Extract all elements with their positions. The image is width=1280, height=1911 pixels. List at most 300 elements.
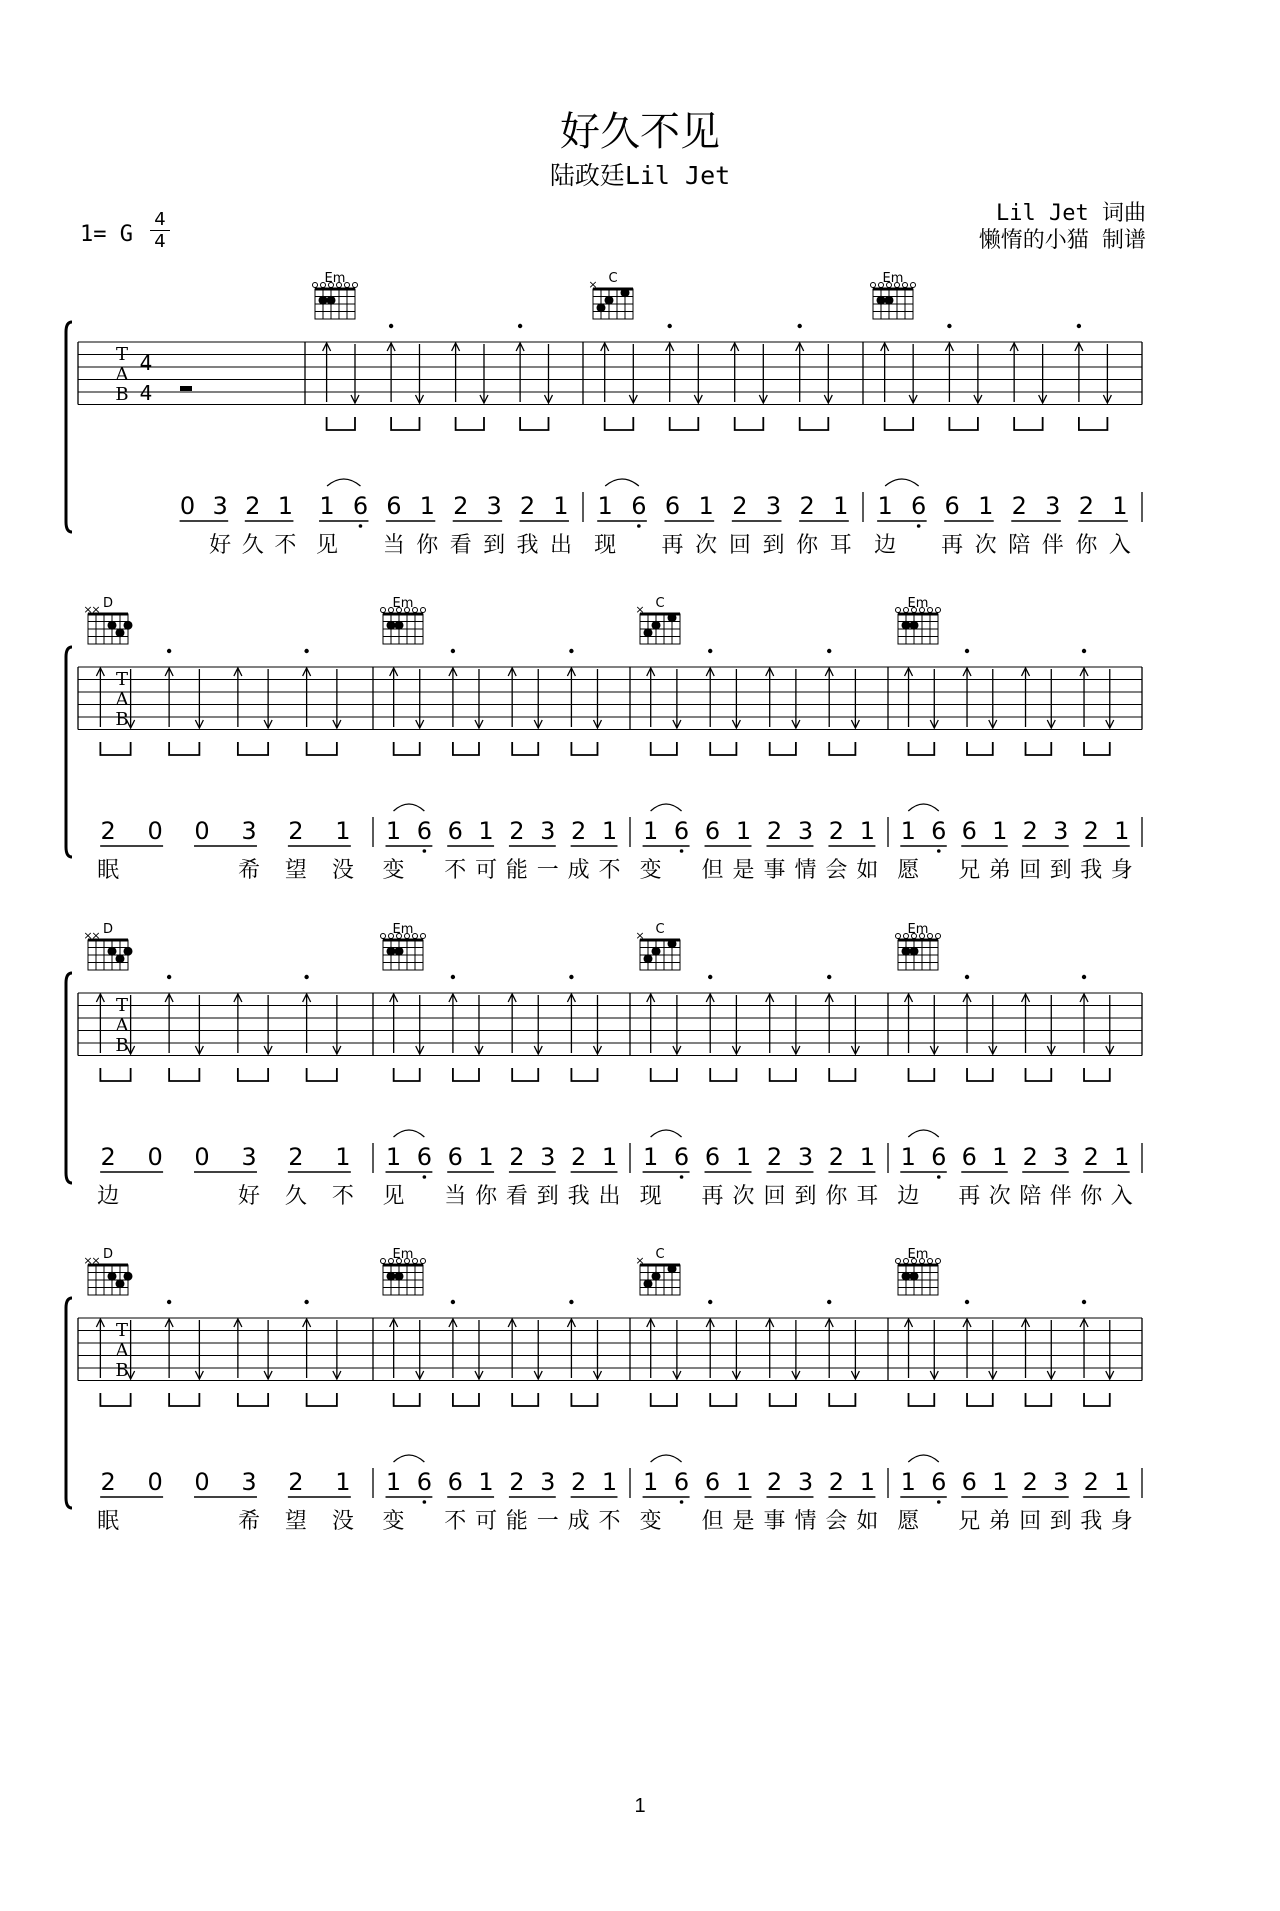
lyric-char: 但 bbox=[701, 1509, 724, 1534]
rhythm-bracket bbox=[327, 417, 355, 430]
chord-finger-dot bbox=[605, 296, 614, 305]
tab-clef-letter: A bbox=[115, 689, 129, 710]
chord-name-label: D bbox=[102, 922, 114, 937]
jianpu-note: 6 bbox=[664, 492, 681, 520]
chord-open-string-mark bbox=[936, 1259, 941, 1264]
rhythm-bracket bbox=[967, 1068, 993, 1081]
rhythm-bracket bbox=[512, 1068, 538, 1081]
lyric-char: 回 bbox=[1019, 858, 1042, 883]
chord-finger-dot bbox=[877, 296, 886, 305]
low-octave-dot bbox=[423, 849, 427, 853]
chord-open-string-mark bbox=[381, 934, 386, 939]
jianpu-note: 2 bbox=[100, 817, 116, 845]
accent-dot bbox=[965, 975, 969, 979]
jianpu-note: 6 bbox=[931, 817, 947, 845]
lyric-char: 你 bbox=[1080, 1184, 1103, 1209]
chord-name-label: Em bbox=[882, 271, 904, 286]
chord-open-string-mark bbox=[353, 283, 358, 288]
lyric-char: 好 bbox=[237, 1184, 260, 1209]
low-octave-dot bbox=[680, 849, 684, 853]
lyric-char: 不 bbox=[444, 1509, 467, 1534]
jianpu-note: 1 bbox=[597, 492, 613, 520]
lyric-char: 一 bbox=[536, 858, 559, 883]
chord-name-label: C bbox=[655, 1247, 665, 1262]
rhythm-bracket bbox=[1084, 1393, 1110, 1406]
jianpu-note: 0 bbox=[194, 817, 210, 845]
tie-arc bbox=[394, 804, 425, 811]
tab-time-bottom: 4 bbox=[139, 381, 153, 405]
accent-dot bbox=[167, 649, 171, 653]
rhythm-bracket bbox=[307, 1393, 337, 1406]
rhythm-bracket bbox=[238, 1068, 268, 1081]
lyric-char: 见 bbox=[316, 533, 339, 558]
jianpu-note: 2 bbox=[1083, 1468, 1099, 1496]
chord-finger-dot bbox=[108, 621, 117, 630]
rhythm-bracket bbox=[1014, 417, 1042, 430]
rhythm-bracket bbox=[909, 742, 935, 755]
jianpu-note: 6 bbox=[704, 817, 721, 845]
lyric-char: 当 bbox=[444, 1184, 467, 1209]
rhythm-bracket bbox=[909, 1393, 935, 1406]
lyric-char: 伴 bbox=[1041, 533, 1064, 558]
jianpu-note: 6 bbox=[961, 1143, 977, 1171]
rhythm-bracket bbox=[651, 1068, 677, 1081]
lyric-char: 希 bbox=[237, 858, 260, 883]
tab-clef-letter: T bbox=[115, 1320, 129, 1341]
lyric-char: 好 bbox=[209, 533, 232, 558]
chord-finger-dot bbox=[387, 621, 396, 630]
lyric-char: 事 bbox=[763, 858, 786, 883]
lyric-char: 弟 bbox=[988, 1509, 1011, 1534]
rhythm-bracket bbox=[829, 742, 855, 755]
accent-dot bbox=[708, 975, 712, 979]
accent-dot bbox=[827, 649, 831, 653]
tab-clef-letter: B bbox=[115, 384, 129, 405]
chord-finger-dot bbox=[621, 288, 630, 297]
rhythm-bracket bbox=[394, 1393, 420, 1406]
lyric-char: 身 bbox=[1110, 858, 1133, 883]
jianpu-note: 1 bbox=[978, 492, 994, 520]
jianpu-note: 1 bbox=[335, 1468, 351, 1496]
jianpu-note: 2 bbox=[245, 492, 261, 520]
lyric-char: 望 bbox=[284, 1509, 307, 1534]
chord-finger-dot bbox=[387, 1272, 396, 1281]
jianpu-note: 2 bbox=[570, 1468, 587, 1496]
lyric-char: 能 bbox=[505, 858, 528, 883]
rhythm-bracket bbox=[520, 417, 548, 430]
chord-name-label: Em bbox=[392, 596, 414, 611]
jianpu-note: 2 bbox=[100, 1143, 116, 1171]
tab-time-top: 4 bbox=[139, 351, 153, 375]
tie-arc bbox=[394, 1455, 425, 1462]
jianpu-note: 6 bbox=[673, 1468, 690, 1496]
page-number: 1 bbox=[634, 1795, 646, 1817]
rhythm-bracket bbox=[770, 1068, 796, 1081]
jianpu-note: 6 bbox=[447, 817, 463, 845]
chord-muted-string-mark: × bbox=[635, 1254, 645, 1267]
accent-dot bbox=[569, 1300, 573, 1304]
lyric-char: 边 bbox=[897, 1184, 920, 1209]
chord-finger-dot bbox=[668, 613, 677, 622]
lyric-char: 到 bbox=[1049, 858, 1072, 883]
chord-finger-dot bbox=[116, 1279, 125, 1288]
jianpu-note: 6 bbox=[961, 817, 977, 845]
accent-dot bbox=[708, 649, 712, 653]
lyric-char: 入 bbox=[1108, 533, 1131, 558]
lyric-char: 再 bbox=[958, 1184, 981, 1209]
chord-open-string-mark bbox=[896, 608, 901, 613]
tab-clef-letter: B bbox=[115, 1360, 129, 1381]
rhythm-bracket bbox=[885, 417, 913, 430]
chord-muted-string-mark: × bbox=[91, 603, 101, 616]
lyric-char: 入 bbox=[1110, 1184, 1133, 1209]
chord-finger-dot bbox=[910, 947, 919, 956]
low-octave-dot bbox=[937, 1500, 941, 1504]
lyric-char: 一 bbox=[536, 1509, 559, 1534]
jianpu-note: 2 bbox=[570, 817, 587, 845]
rhythm-bracket bbox=[1084, 742, 1110, 755]
jianpu-note: 1 bbox=[1114, 1143, 1130, 1171]
accent-dot bbox=[569, 649, 573, 653]
lyric-char: 到 bbox=[794, 1184, 817, 1209]
low-octave-dot bbox=[680, 1175, 684, 1179]
accent-dot bbox=[827, 1300, 831, 1304]
lyric-char: 情 bbox=[794, 858, 817, 883]
rhythm-bracket bbox=[710, 742, 736, 755]
jianpu-note: 6 bbox=[447, 1143, 463, 1171]
chord-name-label: Em bbox=[907, 1247, 929, 1262]
low-octave-dot bbox=[637, 524, 641, 528]
chord-open-string-mark bbox=[421, 934, 426, 939]
lyric-char: 你 bbox=[475, 1184, 498, 1209]
chord-finger-dot bbox=[652, 1272, 661, 1281]
jianpu-note: 1 bbox=[900, 1468, 916, 1496]
chord-name-label: C bbox=[655, 596, 665, 611]
chord-open-string-mark bbox=[936, 608, 941, 613]
tie-arc bbox=[605, 479, 639, 486]
chord-finger-dot bbox=[910, 1272, 919, 1281]
lyric-char: 如 bbox=[856, 1509, 879, 1534]
jianpu-note: 1 bbox=[319, 492, 335, 520]
rhythm-bracket bbox=[571, 742, 597, 755]
jianpu-note: 2 bbox=[766, 1143, 783, 1171]
rhythm-bracket bbox=[909, 1068, 935, 1081]
jianpu-note: 1 bbox=[900, 1143, 916, 1171]
jianpu-note: 1 bbox=[419, 492, 435, 520]
lyric-char: 再 bbox=[701, 1184, 724, 1209]
jianpu-note: 3 bbox=[241, 1143, 257, 1171]
jianpu-note: 3 bbox=[486, 492, 502, 520]
rhythm-bracket bbox=[238, 1393, 268, 1406]
rhythm-bracket bbox=[605, 417, 634, 430]
jianpu-note: 2 bbox=[1078, 492, 1094, 520]
lyric-char: 可 bbox=[475, 1509, 498, 1534]
system-brace bbox=[66, 1298, 72, 1508]
lyric-char: 边 bbox=[97, 1184, 120, 1209]
lyric-char: 不 bbox=[331, 1184, 354, 1209]
lyric-char: 现 bbox=[639, 1184, 662, 1209]
lyric-char: 现 bbox=[594, 533, 617, 558]
chord-muted-string-mark: × bbox=[635, 929, 645, 942]
rhythm-bracket bbox=[307, 1068, 337, 1081]
accent-dot bbox=[1082, 649, 1086, 653]
accent-dot bbox=[167, 1300, 171, 1304]
accent-dot bbox=[708, 1300, 712, 1304]
lyric-char: 出 bbox=[549, 533, 572, 558]
lyric-char: 愿 bbox=[897, 1509, 920, 1534]
chord-finger-dot bbox=[902, 947, 911, 956]
rhythm-bracket bbox=[967, 1393, 993, 1406]
lyric-char: 再 bbox=[941, 533, 964, 558]
lyric-char: 出 bbox=[598, 1184, 621, 1209]
rhythm-bracket bbox=[1026, 1393, 1052, 1406]
jianpu-note: 3 bbox=[540, 1468, 556, 1496]
lyric-char: 希 bbox=[237, 1509, 260, 1534]
chord-finger-dot bbox=[644, 628, 653, 637]
jianpu-note: 3 bbox=[212, 492, 228, 520]
jianpu-note: 3 bbox=[241, 817, 257, 845]
jianpu-note: 1 bbox=[385, 1468, 402, 1496]
lyric-char: 不 bbox=[598, 858, 621, 883]
jianpu-note: 3 bbox=[540, 1143, 556, 1171]
lyric-char: 事 bbox=[763, 1509, 786, 1534]
tie-arc bbox=[908, 1130, 938, 1137]
chord-finger-dot bbox=[108, 947, 117, 956]
chord-finger-dot bbox=[668, 939, 677, 948]
rhythm-bracket bbox=[651, 1393, 677, 1406]
rhythm-bracket bbox=[735, 417, 764, 430]
lyrics-music-credit: Lil Jet 词曲 bbox=[996, 201, 1146, 226]
song-title: 好久不见 bbox=[560, 109, 720, 155]
accent-dot bbox=[167, 975, 171, 979]
accent-dot bbox=[451, 1300, 455, 1304]
jianpu-note: 1 bbox=[859, 817, 876, 845]
rhythm-bracket bbox=[169, 1068, 199, 1081]
chord-open-string-mark bbox=[313, 283, 318, 288]
jianpu-note: 6 bbox=[944, 492, 960, 520]
rhythm-bracket bbox=[453, 742, 479, 755]
lyric-char: 不 bbox=[598, 1509, 621, 1534]
chord-open-string-mark bbox=[381, 1259, 386, 1264]
rhythm-bracket bbox=[512, 1393, 538, 1406]
jianpu-note: 1 bbox=[877, 492, 893, 520]
jianpu-note: 3 bbox=[765, 492, 782, 520]
accent-dot bbox=[1077, 324, 1081, 328]
lyric-char: 我 bbox=[567, 1184, 590, 1209]
rhythm-bracket bbox=[100, 1068, 130, 1081]
chord-open-string-mark bbox=[896, 1259, 901, 1264]
lyric-char: 看 bbox=[505, 1184, 528, 1209]
chord-finger-dot bbox=[116, 628, 125, 637]
lyric-char: 变 bbox=[639, 1509, 662, 1534]
lyric-char: 再 bbox=[661, 533, 684, 558]
chord-open-string-mark bbox=[421, 1259, 426, 1264]
tie-arc bbox=[885, 479, 919, 486]
lyric-char: 你 bbox=[796, 533, 819, 558]
chord-finger-dot bbox=[387, 947, 396, 956]
chord-open-string-mark bbox=[936, 934, 941, 939]
lyric-char: 到 bbox=[762, 533, 785, 558]
lyric-char: 不 bbox=[274, 533, 297, 558]
rhythm-bracket bbox=[829, 1068, 855, 1081]
jianpu-note: 6 bbox=[931, 1468, 947, 1496]
tie-arc bbox=[908, 804, 938, 811]
lyric-char: 次 bbox=[988, 1184, 1011, 1209]
lyric-char: 回 bbox=[763, 1184, 786, 1209]
chord-muted-string-mark: × bbox=[91, 1254, 101, 1267]
rhythm-bracket bbox=[1026, 1068, 1052, 1081]
chord-finger-dot bbox=[395, 947, 404, 956]
jianpu-note: 1 bbox=[642, 817, 659, 845]
rhythm-bracket bbox=[651, 742, 677, 755]
jianpu-note: 0 bbox=[179, 492, 196, 520]
jianpu-note: 1 bbox=[735, 1468, 752, 1496]
lyric-char: 陪 bbox=[1019, 1184, 1042, 1209]
low-octave-dot bbox=[680, 1500, 684, 1504]
jianpu-note: 1 bbox=[992, 1468, 1008, 1496]
chord-muted-string-mark: × bbox=[83, 929, 93, 942]
jianpu-note: 6 bbox=[416, 1143, 433, 1171]
tie-arc bbox=[394, 1130, 425, 1137]
jianpu-note: 1 bbox=[277, 492, 294, 520]
jianpu-note: 1 bbox=[833, 492, 849, 520]
jianpu-note: 2 bbox=[766, 1468, 783, 1496]
jianpu-note: 1 bbox=[1114, 817, 1130, 845]
lyric-char: 次 bbox=[732, 1184, 755, 1209]
low-octave-dot bbox=[359, 524, 363, 528]
accent-dot bbox=[304, 649, 308, 653]
key-signature: 1= G bbox=[80, 222, 133, 247]
chord-muted-string-mark: × bbox=[91, 929, 101, 942]
jianpu-note: 0 bbox=[147, 817, 163, 845]
rhythm-bracket bbox=[1079, 417, 1107, 430]
jianpu-note: 1 bbox=[735, 817, 752, 845]
jianpu-note: 0 bbox=[194, 1143, 210, 1171]
chord-muted-string-mark: × bbox=[588, 278, 598, 291]
rhythm-bracket bbox=[829, 1393, 855, 1406]
jianpu-note: 1 bbox=[992, 1143, 1008, 1171]
rhythm-bracket bbox=[394, 742, 420, 755]
lyric-char: 是 bbox=[732, 858, 755, 883]
jianpu-note: 3 bbox=[1053, 1143, 1069, 1171]
rhythm-bracket bbox=[949, 417, 977, 430]
jianpu-note: 1 bbox=[900, 817, 916, 845]
chord-finger-dot bbox=[124, 621, 133, 630]
lyric-char: 当 bbox=[382, 533, 405, 558]
accent-dot bbox=[451, 649, 455, 653]
lyric-char: 弟 bbox=[988, 858, 1011, 883]
lyric-char: 久 bbox=[241, 533, 264, 558]
chord-finger-dot bbox=[902, 621, 911, 630]
accent-dot bbox=[1082, 1300, 1086, 1304]
jianpu-note: 2 bbox=[1083, 817, 1099, 845]
half-rest bbox=[180, 386, 192, 391]
chord-open-string-mark bbox=[911, 283, 916, 288]
chord-name-label: Em bbox=[907, 596, 929, 611]
lyric-char: 到 bbox=[483, 533, 506, 558]
accent-dot bbox=[389, 324, 393, 328]
jianpu-note: 3 bbox=[797, 817, 814, 845]
jianpu-note: 6 bbox=[673, 1143, 690, 1171]
jianpu-note: 1 bbox=[335, 817, 351, 845]
jianpu-note: 6 bbox=[416, 1468, 433, 1496]
tab-clef-letter: A bbox=[115, 364, 129, 385]
lyric-char: 不 bbox=[444, 858, 467, 883]
lyric-char: 是 bbox=[732, 1509, 755, 1534]
jianpu-note: 0 bbox=[147, 1143, 163, 1171]
tab-clef-letter: T bbox=[115, 995, 129, 1016]
jianpu-note: 3 bbox=[1045, 492, 1061, 520]
jianpu-note: 6 bbox=[704, 1143, 721, 1171]
tab-clef-letter: A bbox=[115, 1340, 129, 1361]
lyric-char: 眠 bbox=[97, 1509, 120, 1534]
rhythm-bracket bbox=[307, 742, 337, 755]
jianpu-note: 3 bbox=[1053, 1468, 1069, 1496]
tab-clef-letter: T bbox=[115, 669, 129, 690]
rhythm-bracket bbox=[571, 1068, 597, 1081]
chord-finger-dot bbox=[652, 621, 661, 630]
lyric-char: 眠 bbox=[97, 858, 120, 883]
system-brace bbox=[66, 647, 72, 857]
lyric-char: 伴 bbox=[1049, 1184, 1072, 1209]
jianpu-note: 6 bbox=[631, 492, 647, 520]
chord-open-string-mark bbox=[896, 934, 901, 939]
accent-dot bbox=[304, 1300, 308, 1304]
rhythm-bracket bbox=[512, 742, 538, 755]
jianpu-note: 0 bbox=[147, 1468, 163, 1496]
jianpu-note: 6 bbox=[931, 1143, 947, 1171]
jianpu-note: 1 bbox=[601, 1468, 618, 1496]
lyric-char: 你 bbox=[1075, 533, 1098, 558]
lyric-char: 成 bbox=[567, 858, 590, 883]
low-octave-dot bbox=[423, 1175, 427, 1179]
jianpu-note: 2 bbox=[570, 1143, 587, 1171]
chord-muted-string-mark: × bbox=[83, 603, 93, 616]
chord-name-label: Em bbox=[392, 1247, 414, 1262]
rhythm-bracket bbox=[571, 1393, 597, 1406]
chord-finger-dot bbox=[597, 303, 606, 312]
accent-dot bbox=[947, 324, 951, 328]
jianpu-note: 1 bbox=[642, 1143, 659, 1171]
rhythm-bracket bbox=[456, 417, 484, 430]
accent-dot bbox=[668, 324, 672, 328]
jianpu-note: 1 bbox=[335, 1143, 351, 1171]
lyric-char: 变 bbox=[382, 1509, 405, 1534]
jianpu-note: 6 bbox=[911, 492, 927, 520]
jianpu-note: 1 bbox=[601, 1143, 618, 1171]
tab-clef-letter: B bbox=[115, 1035, 129, 1056]
jianpu-note: 2 bbox=[288, 1468, 304, 1496]
lyric-char: 你 bbox=[825, 1184, 848, 1209]
jianpu-note: 1 bbox=[601, 817, 618, 845]
jianpu-note: 1 bbox=[859, 1143, 876, 1171]
rhythm-bracket bbox=[169, 742, 199, 755]
jianpu-note: 6 bbox=[386, 492, 402, 520]
jianpu-note: 6 bbox=[961, 1468, 977, 1496]
chord-finger-dot bbox=[124, 1272, 133, 1281]
rhythm-bracket bbox=[391, 417, 419, 430]
lyric-char: 望 bbox=[284, 858, 307, 883]
jianpu-note: 3 bbox=[797, 1143, 814, 1171]
jianpu-note: 2 bbox=[100, 1468, 116, 1496]
jianpu-note: 2 bbox=[1022, 1468, 1038, 1496]
low-octave-dot bbox=[917, 524, 921, 528]
chord-name-label: Em bbox=[392, 922, 414, 937]
tie-arc bbox=[908, 1455, 938, 1462]
rhythm-bracket bbox=[967, 742, 993, 755]
jianpu-note: 0 bbox=[194, 1468, 210, 1496]
jianpu-note: 1 bbox=[1114, 1468, 1130, 1496]
